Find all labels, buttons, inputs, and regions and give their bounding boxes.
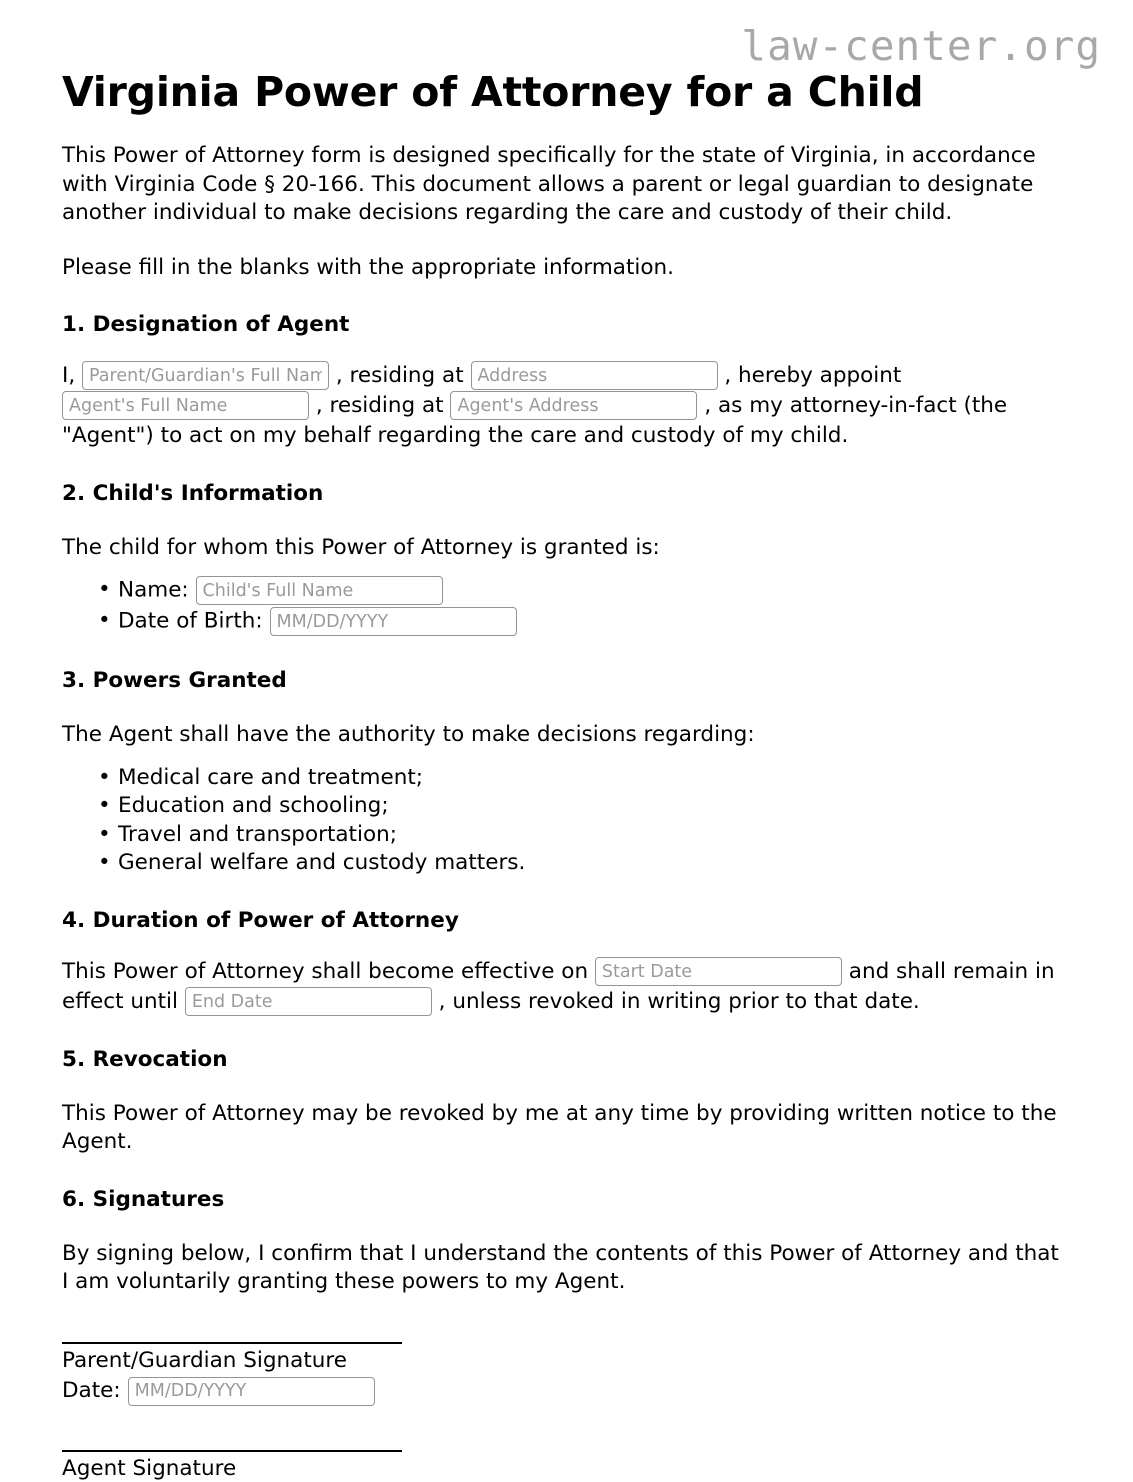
child-info-list [62,562,1071,638]
parent-signature-date-row [62,1375,1071,1406]
parent-name-input[interactable] [82,361,329,390]
signatures-text: By signing below, I confirm that I understand the contents of this Power of Attorney and that I am voluntarily granting these powers to my Agent. [62,1240,1059,1294]
section-heading-duration: 4. Duration of Power of Attorney [62,907,459,933]
powers-intro: The Agent shall have the authority to make decisions regarding: [62,722,755,748]
section-heading-designation: 1. Designation of Agent [62,311,350,337]
list-item-child-name [62,576,1071,607]
duration-text-before-start: This Power of Attorney shall become effective on [62,958,589,984]
list-item-child-dob [62,607,1071,638]
parent-date-label: Date: [62,1378,121,1404]
section-heading-revocation: 5. Revocation [62,1046,228,1072]
page-title: Virginia Power of Attorney for a Child [62,68,924,116]
designation-text-residing-2: , residing at [315,392,444,418]
list-item: • Medical care and treatment; [62,764,1071,793]
section-heading-signatures: 6. Signatures [62,1186,225,1212]
child-info-intro: The child for whom this Power of Attorney is granted is: [62,535,660,561]
end-date-input[interactable] [185,987,432,1016]
section-heading-powers: 3. Powers Granted [62,668,287,694]
list-item: • Travel and transportation; [62,821,1071,850]
agent-signature-block [62,1406,1071,1482]
section-heading-child-info: 2. Child's Information [62,481,324,507]
designation-body [62,339,1071,451]
designation-text-closing: "Agent") to act on my behalf regarding the care and custody of my child. [62,423,849,448]
intro-paragraph-2: Please fill in the blanks with the appropriate information. [62,254,674,280]
child-name-label: Name: [118,577,189,603]
duration-text-after-end: , unless revoked in writing prior to that date. [438,988,920,1014]
parent-address-input[interactable] [471,361,718,390]
powers-list [62,750,1071,878]
child-dob-label: Date of Birth: [118,608,263,634]
list-item: • Education and schooling; [62,792,1071,821]
agent-signature-label: Agent Signature [62,1455,237,1481]
designation-text-as-attorney: , as my attorney-in-fact (the [704,392,1008,418]
designation-text-i: I, [62,362,76,388]
parent-signature-block [62,1296,1071,1406]
list-item: • General welfare and custody matters. [62,849,1071,878]
designation-text-residing-1: , residing at [335,362,464,388]
child-name-input[interactable] [196,576,443,605]
parent-signature-date-input[interactable] [128,1377,375,1406]
site-watermark: law-center.org [741,22,1101,70]
designation-text-hereby-appoint: , hereby appoint [724,362,902,388]
child-dob-input[interactable] [270,607,517,636]
parent-signature-label: Parent/Guardian Signature [62,1348,347,1374]
duration-text-between: and shall remain in effect until [62,958,1062,1014]
duration-body [62,935,1071,1017]
agent-name-input[interactable] [62,391,309,420]
revocation-text: This Power of Attorney may be revoked by me at any time by providing written notice to the Agent. [62,1100,1057,1155]
start-date-input[interactable] [595,957,842,986]
intro-paragraph-1: This Power of Attorney form is designed specifically for the state of Virginia, in accordance with Virginia Code § 20-166. This document allows a parent or legal guardian to designate another individual to make decisions regarding the care and custody of their child. [62,143,1036,226]
agent-address-input[interactable] [450,391,697,420]
